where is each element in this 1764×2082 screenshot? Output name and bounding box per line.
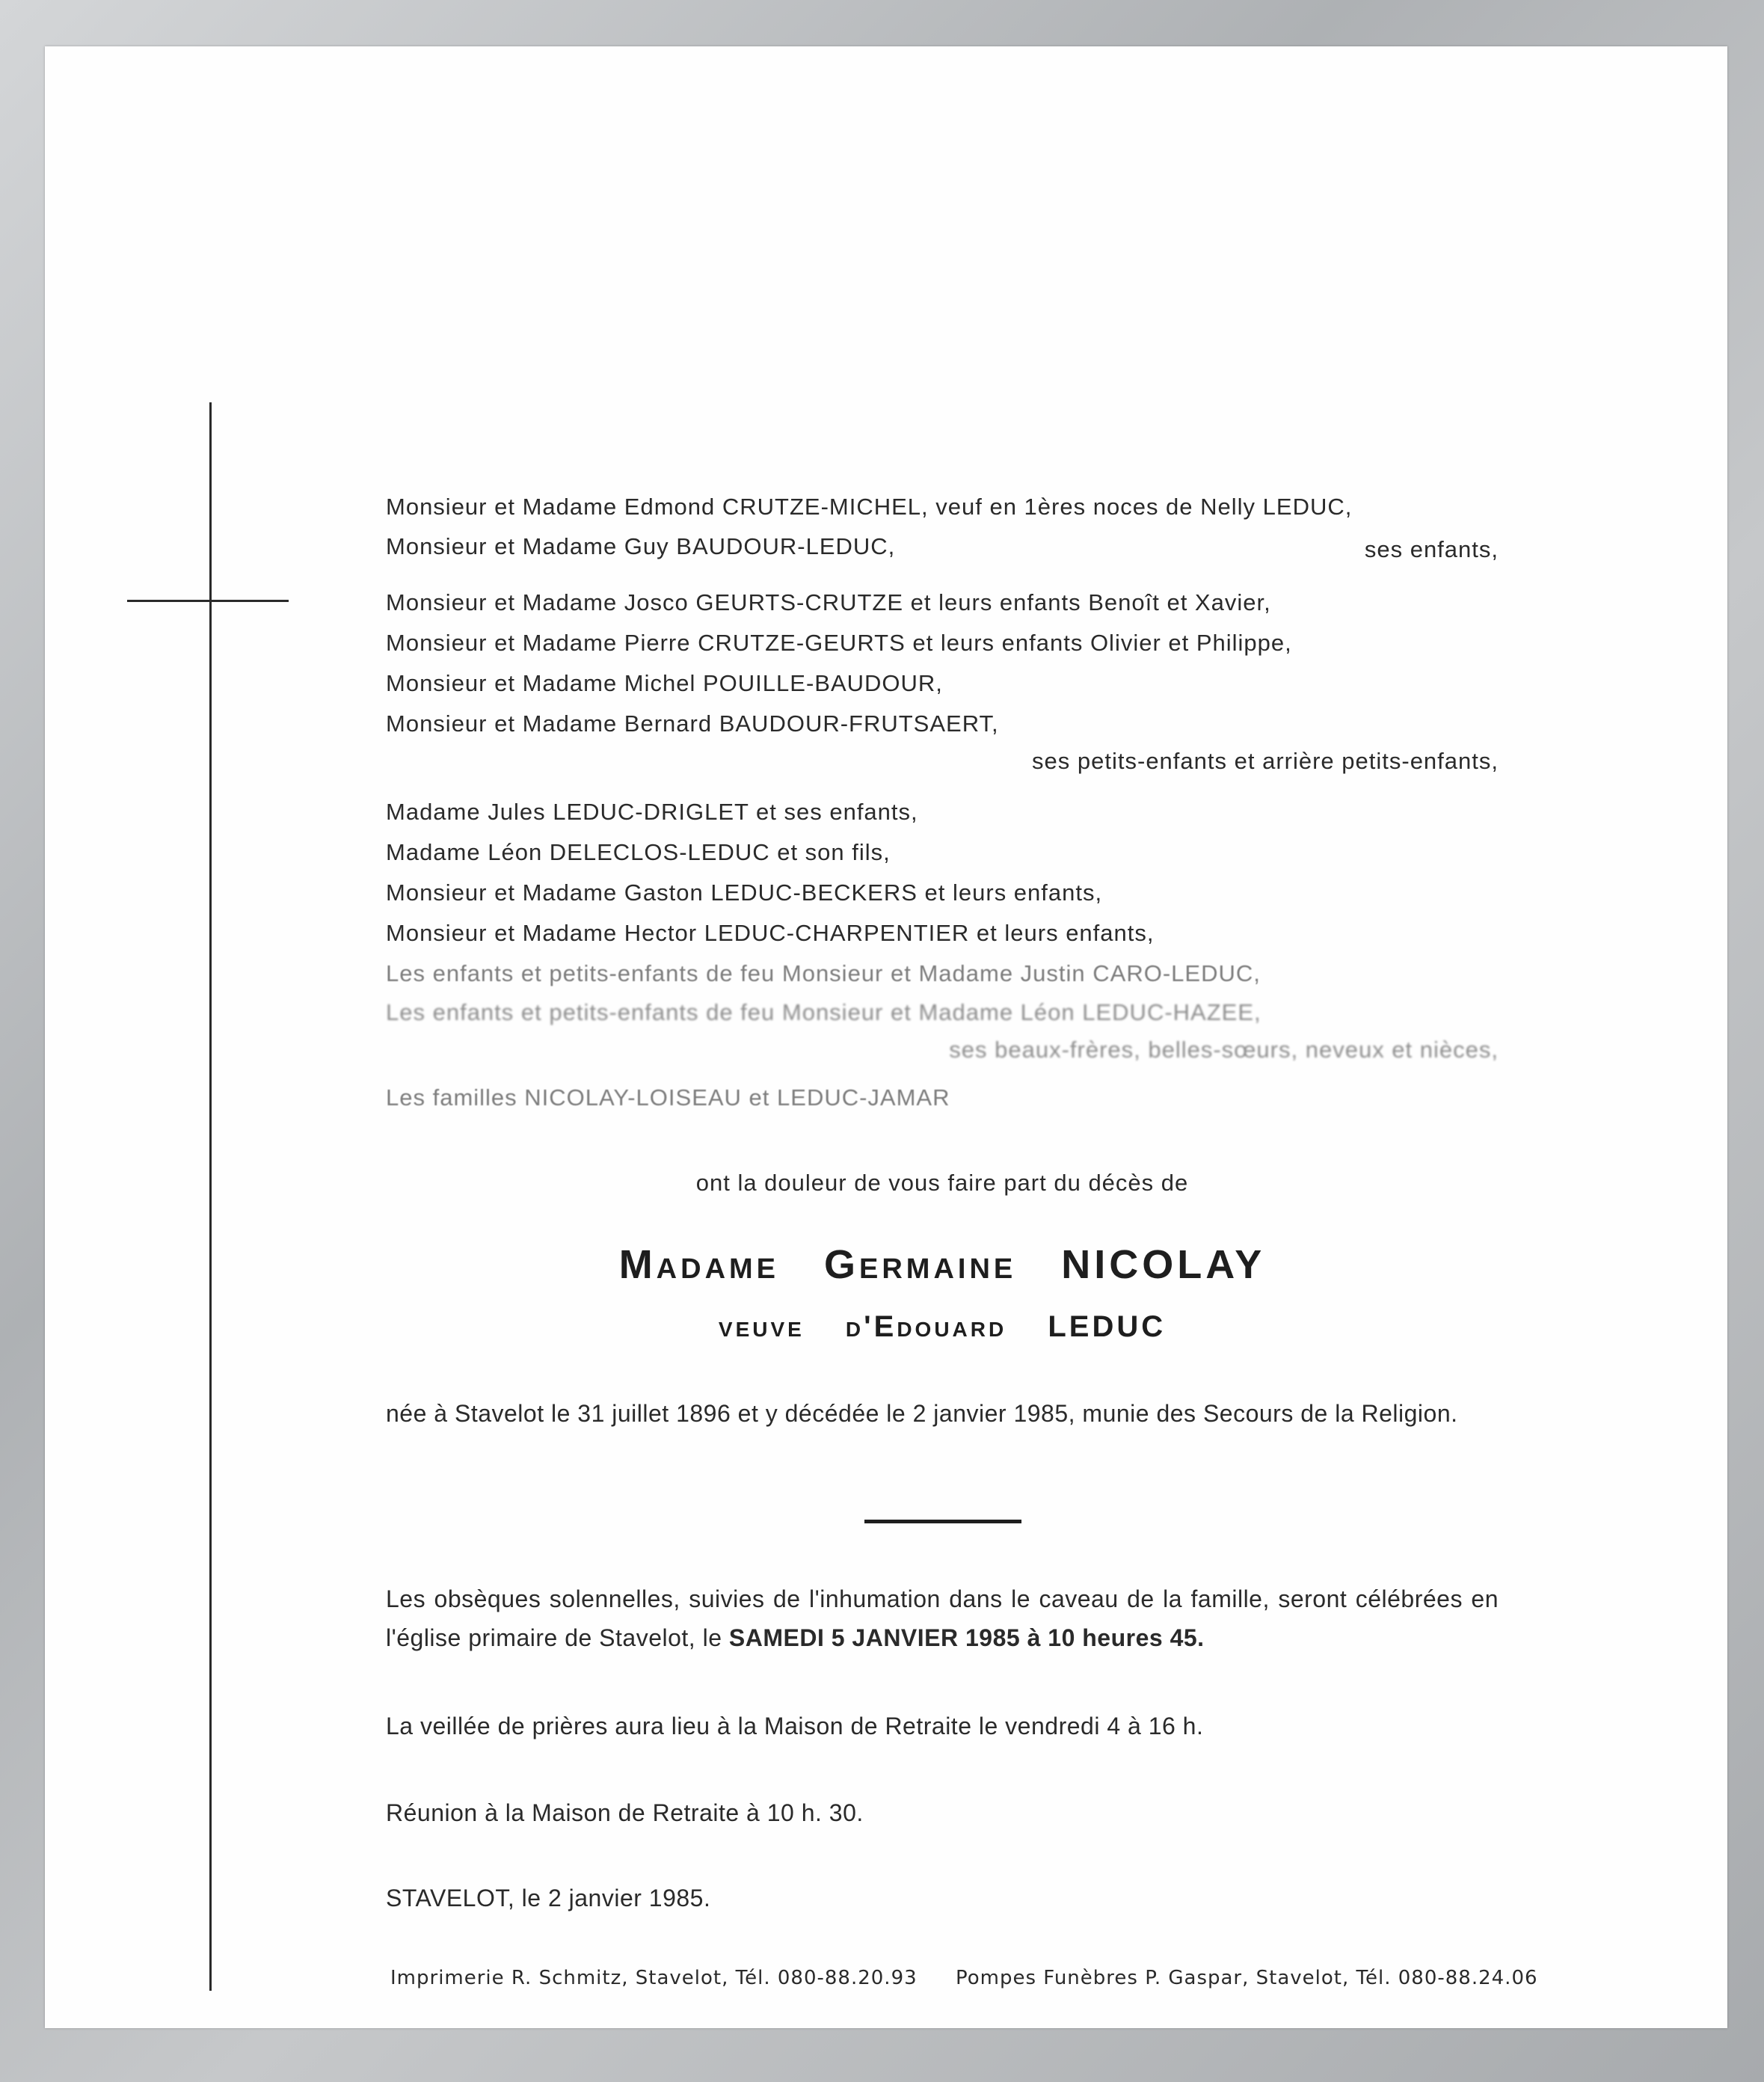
- printer-credit: Imprimerie R. Schmitz, Stavelot, Tél. 080-88.20.93: [390, 1967, 918, 1989]
- vigil-text: La veillée de prières aura lieu à la Maison de Retraite le vendredi 4 à 16 h.: [386, 1713, 1204, 1739]
- family-relation: ses petits-enfants et arrière petits-enfants,: [1032, 748, 1499, 774]
- family-line: Monsieur et Madame Guy BAUDOUR-LEDUC,: [386, 533, 896, 559]
- deceased-subtitle: veuve d'Edouard LEDUC: [718, 1310, 1167, 1343]
- birth-death-text: née à Stavelot le 31 juillet 1896 et y décédée le 2 janvier 1985, munie des Secours de la Religion.: [386, 1400, 1458, 1427]
- family-line: Monsieur et Madame Pierre CRUTZE-GEURTS et leurs enfants Olivier et Philippe,: [386, 630, 1292, 656]
- family-line: Les enfants et petits-enfants de feu Monsieur et Madame Justin CARO-LEDUC,: [386, 960, 1261, 986]
- family-line: Les enfants et petits-enfants de feu Monsieur et Madame Léon LEDUC-HAZEE,: [386, 999, 1261, 1025]
- family-line: Monsieur et Madame Hector LEDUC-CHARPENTIER et leurs enfants,: [386, 920, 1155, 946]
- family-line: Madame Jules LEDUC-DRIGLET et ses enfants,: [386, 799, 918, 825]
- family-line: Monsieur et Madame Josco GEURTS-CRUTZE et leurs enfants Benoît et Xavier,: [386, 589, 1271, 615]
- divider: [864, 1520, 1021, 1523]
- family-line: Monsieur et Madame Bernard BAUDOUR-FRUTSAERT,: [386, 710, 999, 737]
- meeting-text: Réunion à la Maison de Retraite à 10 h. 30.: [386, 1799, 864, 1826]
- family-line: Madame Léon DELECLOS-LEDUC et son fils,: [386, 839, 891, 865]
- family-relation: ses beaux-frères, belles-sœurs, neveux et nièces,: [949, 1037, 1499, 1063]
- funeral-text: [386, 1579, 1499, 1657]
- announcement: ont la douleur de vous faire part du décès de: [695, 1170, 1189, 1196]
- family-line: Monsieur et Madame Edmond CRUTZE-MICHEL, veuf en 1ères noces de Nelly LEDUC,: [386, 494, 1353, 520]
- funeral-intro: Les obsèques solennelles, suivies de l'inhumation dans le caveau de la famille, seront célébrées en l'église primaire de Stavelot, le: [386, 1585, 1499, 1651]
- family-line: Les familles NICOLAY-LOISEAU et LEDUC-JAMAR: [386, 1084, 950, 1111]
- funeral-datetime: SAMEDI 5 JANVIER 1985 à 10 heures 45.: [728, 1624, 1205, 1651]
- place-date: STAVELOT, le 2 janvier 1985.: [386, 1885, 711, 1911]
- family-line: Monsieur et Madame Michel POUILLE-BAUDOUR,: [386, 670, 943, 696]
- cross-horizontal-bar: [127, 600, 289, 602]
- undertaker-credit: Pompes Funèbres P. Gaspar, Stavelot, Tél. 080-88.24.06: [956, 1967, 1538, 1989]
- family-relation: ses enfants,: [1364, 536, 1499, 562]
- family-line: Monsieur et Madame Gaston LEDUC-BECKERS et leurs enfants,: [386, 879, 1103, 906]
- cross-vertical-bar: [209, 402, 212, 1991]
- deceased-name: Madame Germaine NICOLAY: [618, 1242, 1266, 1287]
